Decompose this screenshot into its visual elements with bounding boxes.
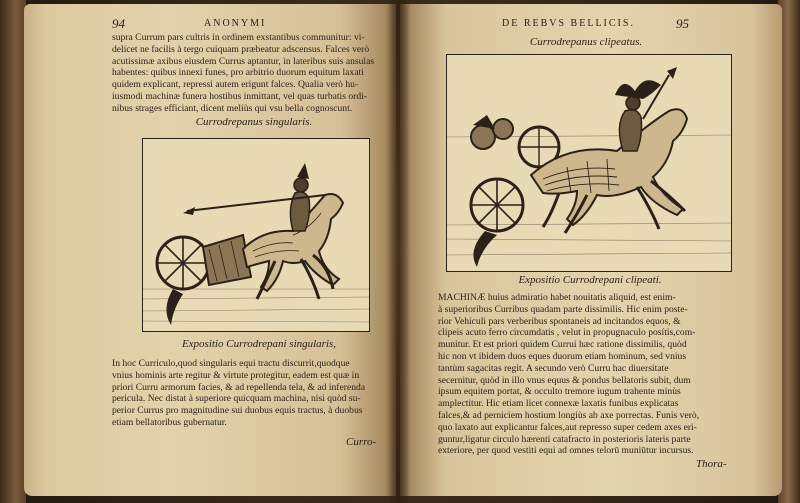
woodcut-single-scythed-chariot: [142, 138, 370, 332]
left-running-head: ANONYMI: [204, 18, 267, 29]
right-figure-caption: Expositio Currodrepani clipeati.: [518, 274, 662, 286]
text-line: vnius hominis arte regitur & virtute protegitur, eadem est quæ in: [112, 369, 360, 381]
chariot-horse-rider-illustration: [143, 139, 369, 331]
right-running-head: DE REBVS BELLICIS.: [502, 18, 635, 29]
text-line: nibus strages efficiant, dicent meliùs qui vsu bella cognoscunt.: [112, 102, 353, 114]
text-line: rior Vehiculi pars verberibus spontaneis ad incitandos equos, &: [438, 315, 681, 327]
text-line: acutissimæ axibus eiusdem Currus aptantur, in lateribus suis ansulas: [112, 55, 375, 67]
shielded-chariot-illustration: [447, 55, 731, 271]
text-line: iusmodi machinæ funera hostibus inmittant, vel quas turbatis ordi-: [112, 90, 367, 102]
text-line: clipeis acuto ferro circumdatis , velut in propugnaculo posítis,com-: [438, 327, 696, 339]
left-figure-caption: Expositio Currodrepani singularis,: [181, 338, 337, 350]
right-page: [400, 4, 782, 496]
woodcut-shielded-scythed-chariot: [446, 54, 732, 272]
left-bottom-paragraph: [112, 358, 392, 429]
text-line: guntur,ligatur circulo hærenti catafracto in posterioris lateris parte: [438, 433, 691, 445]
text-line: munitur. Et est priori quidem Currui hæc ratione dissimilis, quòd: [438, 339, 687, 351]
text-line: quo laxato aut explicantur falces,aut represso super cedem axes eri-: [438, 421, 697, 433]
text-line: tantùm sagacitas regit. A secundo verò Curru hac diuersitate: [438, 362, 669, 374]
text-line: supra Currum pars cultris in ordinem exstantibus communitur: vi-: [112, 32, 365, 43]
text-line: secernitur, quòd in illo vnus equus & pondus bellatoris subit, dum: [438, 374, 691, 386]
text-line: quidem explicant, repressi autem erigunt falces. Qualia verò hu-: [112, 79, 359, 91]
right-figure-title: Currodrepanus clipeatus.: [529, 36, 643, 48]
left-figure-title: Currodrepanus singularis.: [195, 116, 313, 128]
right-bottom-paragraph: [438, 292, 738, 457]
text-line: hic non vt ibidem duos eques duorum etiam hominum, sed vnius: [438, 350, 687, 362]
book-gutter: [388, 0, 410, 503]
text-line: exteriore, per quod vestiti equi ad omnes telorū muniūtur incursus.: [438, 445, 694, 457]
left-page-number: 94: [112, 16, 125, 31]
right-catchword: Thora-: [696, 458, 727, 470]
left-page-edges: [0, 0, 26, 503]
text-line: amplectitur. Hic etiam licet connexæ laxatis funibus explicatas: [438, 398, 679, 410]
text-line: falces,& ad perniciem hostium longiùs ab axe porrectas. Funis verò,: [438, 409, 700, 421]
text-line: habentes: quibus innexi funes, pro arbitrio duorum equitum laxati: [112, 67, 364, 79]
text-line: à superioribus Curribus quadam parte dissimilis. Hic enim poste-: [438, 303, 688, 315]
text-line: MACHINÆ huius admiratio habet nouitatis aliquid, est enim-: [438, 292, 676, 303]
text-line: In hoc Curriculo,quod singularis equi tractu discurrit,quodque: [112, 358, 350, 369]
left-catchword: Curro-: [346, 436, 377, 448]
text-line: delicet ne facilis à tergo cuiquam præbeatur adscensus. Falces verò: [112, 43, 370, 55]
text-line: perior Currus pro magnitudine sui duobus equis tractus, à duobus: [112, 405, 363, 417]
right-page-number: 95: [676, 16, 689, 31]
text-line: ipsum equitem portat, & occulto tremore iugum trahente minùs: [438, 386, 681, 398]
left-page: [24, 4, 396, 496]
left-top-paragraph: [112, 32, 384, 115]
text-line: etiam bellatoribus gubernatur.: [112, 416, 227, 428]
text-line: pericula. Nec distat à superiore quicquam machina, nisi quòd su-: [112, 393, 361, 405]
text-line: priori Curru armorum facies, & ad repellenda tela, & ad inferenda: [112, 381, 366, 393]
